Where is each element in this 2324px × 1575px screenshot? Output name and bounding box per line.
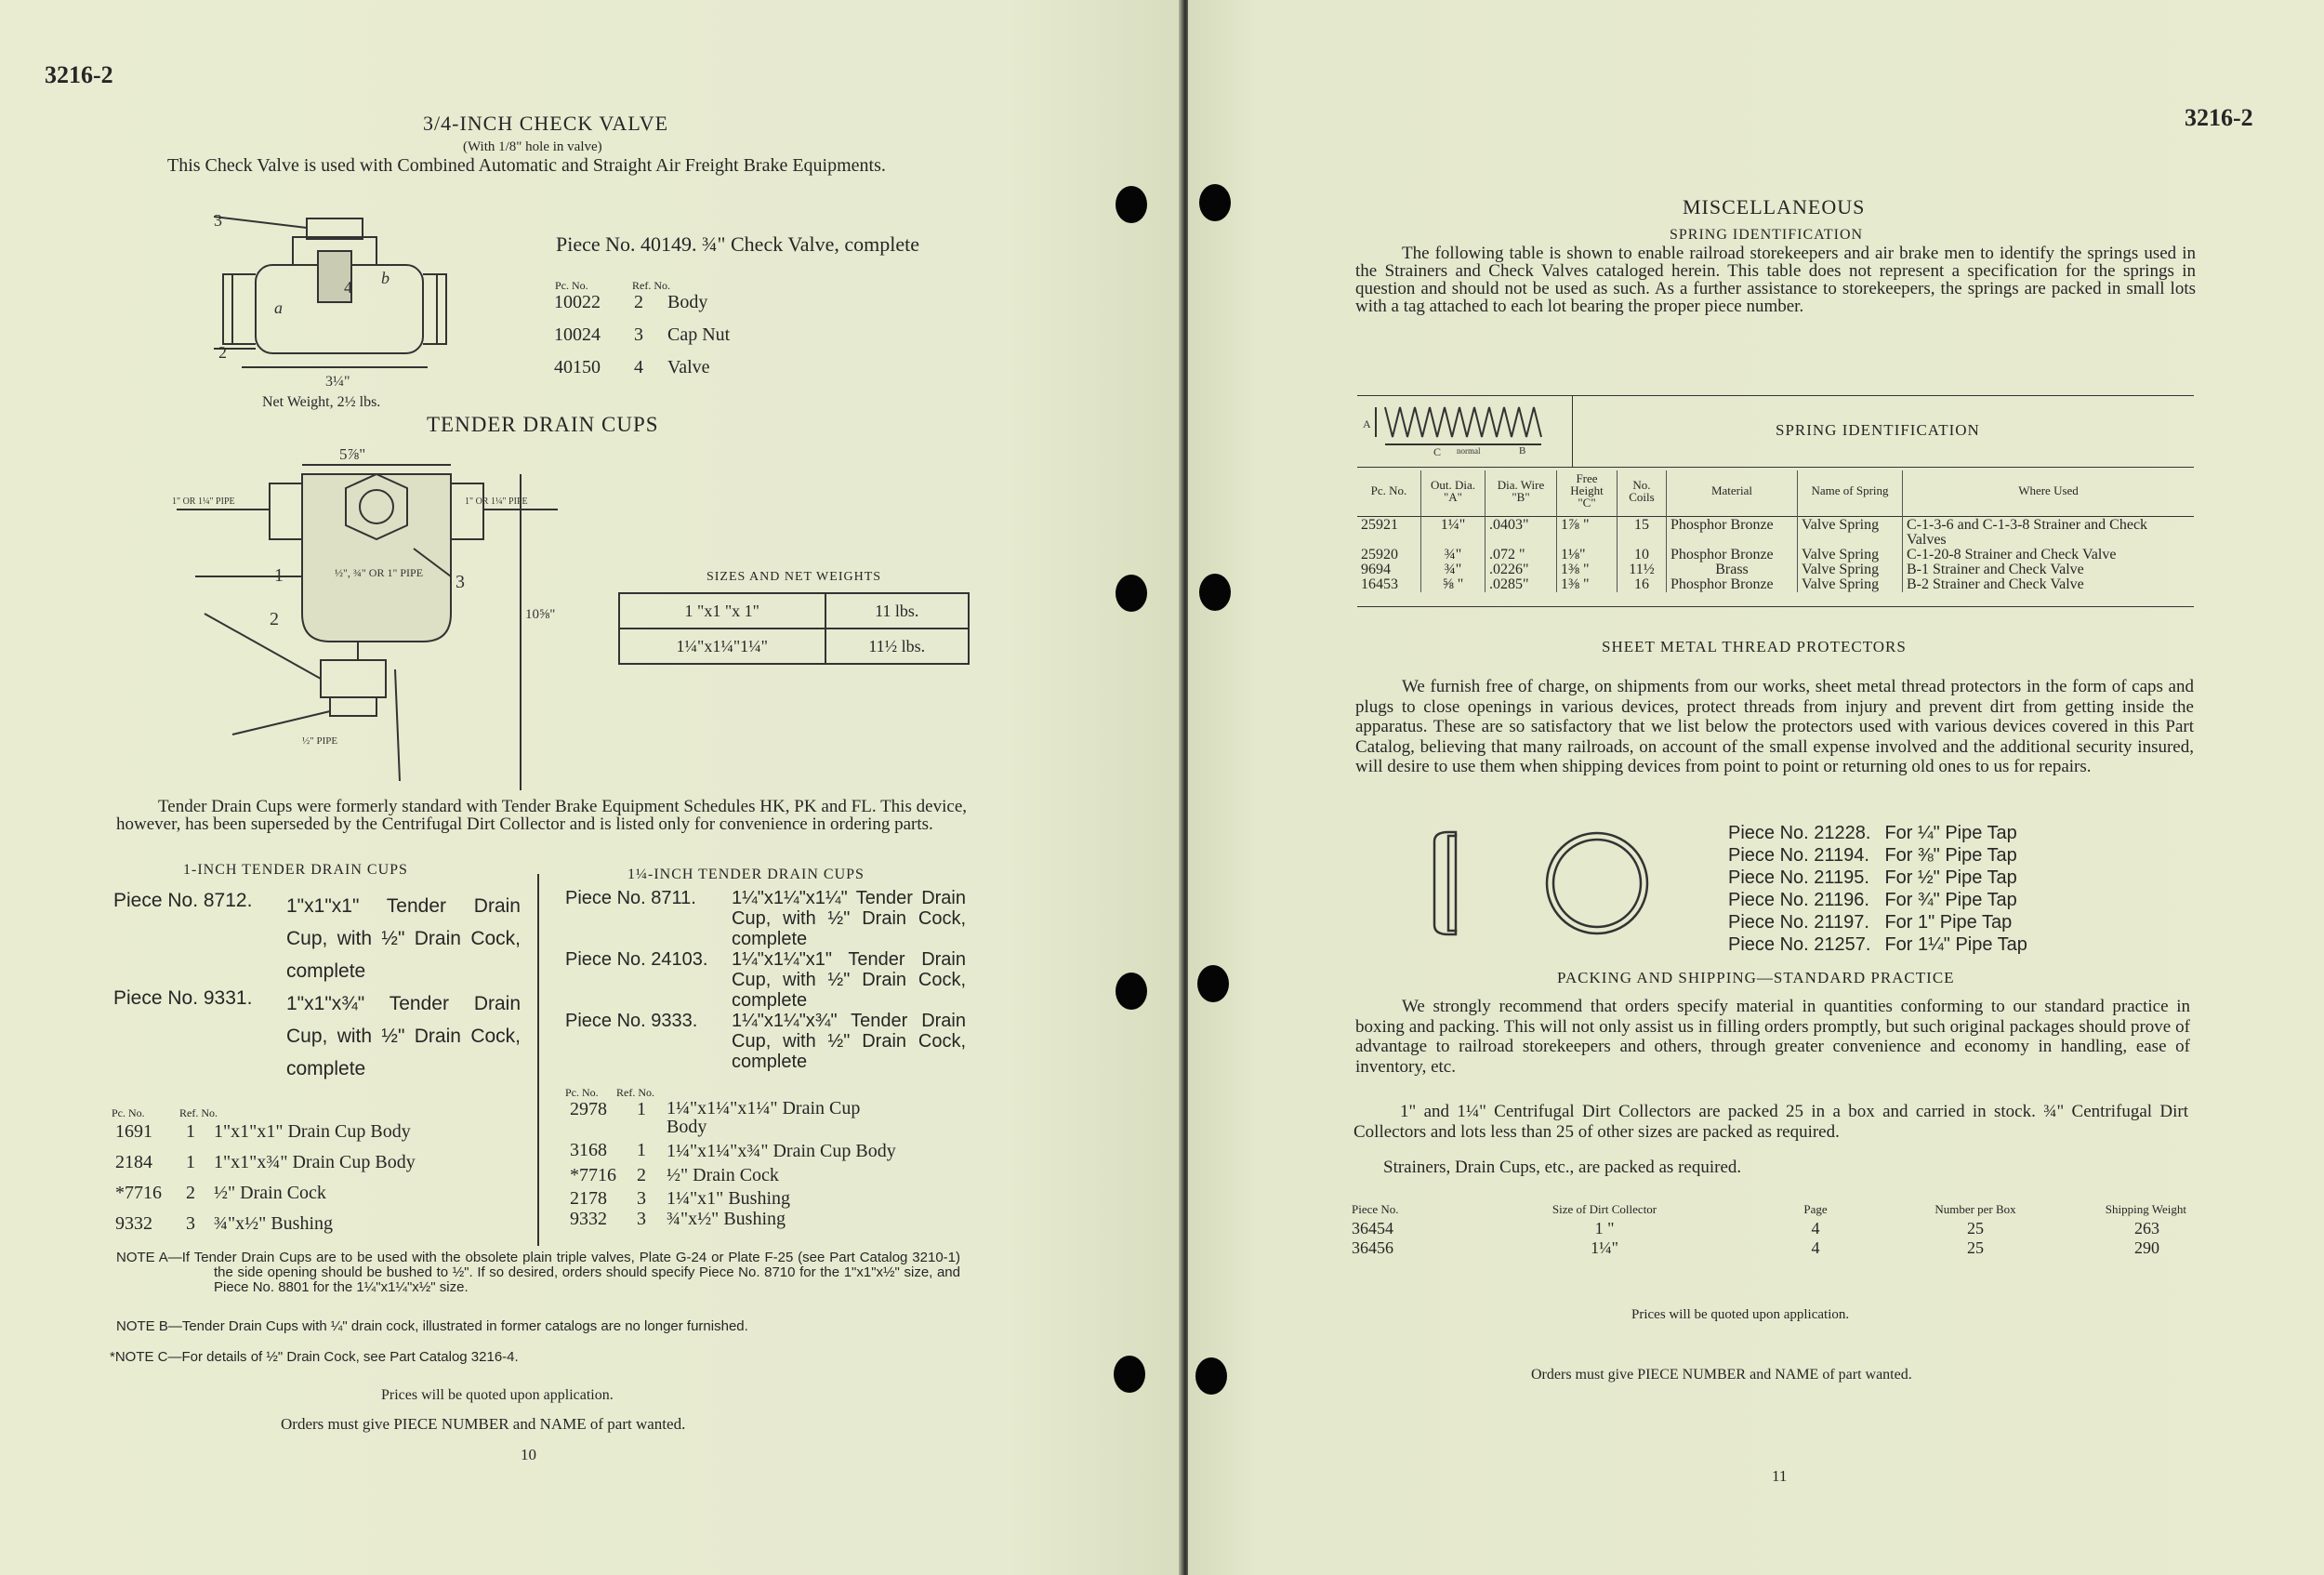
svg-text:½" PIPE: ½" PIPE bbox=[302, 735, 338, 747]
orders-note: Orders must give PIECE NUMBER and NAME of part wanted. bbox=[1531, 1367, 1912, 1383]
piece-8712-desc: 1"x1"x1" Tender Drain Cup, with ½" Drain Cock, complete bbox=[286, 895, 521, 982]
table-row: 10024 3 Cap Nut bbox=[554, 324, 731, 345]
spring-table-title: SPRING IDENTIFICATION bbox=[1776, 421, 1980, 439]
table-rule bbox=[1572, 395, 1573, 468]
packing-heading: PACKING AND SHIPPING—STANDARD PRACTICE bbox=[1557, 969, 1955, 986]
svg-text:2: 2 bbox=[218, 343, 227, 362]
table-row: 3168 1 1¼"x1¼"x¾" Drain Cup Body bbox=[570, 1140, 896, 1161]
protectors-table bbox=[1727, 822, 2028, 956]
one-inch-title: 1-INCH TENDER DRAIN CUPS bbox=[183, 862, 408, 878]
svg-text:1" OR 1¼" PIPE: 1" OR 1¼" PIPE bbox=[172, 496, 235, 507]
binder-hole bbox=[1199, 574, 1231, 611]
table-row: 16453 ⅝ " .0285" 1⅜ " 16 Phosphor Bronze Valve Spring B-2 Strainer and Check Valve bbox=[1357, 577, 2194, 592]
table-header-row: Piece No. Size of Dirt Collector Page Number per Box Shipping Weight bbox=[1352, 1202, 2186, 1216]
collectors-text: 1" and 1¼" Centrifugal Dirt Collectors are packed 25 in a box and carried in stock. ¾" Centrifugal Dirt Collectors and lots less than 25 of other sizes are packed as required. bbox=[1353, 1102, 2188, 1142]
thread-protector-diagram bbox=[1430, 823, 1653, 944]
table-row: 9332 3 ¾"x½" Bushing bbox=[115, 1213, 334, 1234]
piece-24103: Piece No. 24103. bbox=[565, 949, 708, 970]
table-row: 1691 1 1"x1"x1" Drain Cup Body bbox=[115, 1121, 411, 1142]
table-row: Piece No. 21195. For ½" Pipe Tap bbox=[1728, 867, 2017, 888]
orders-note: Orders must give PIECE NUMBER and NAME of part wanted. bbox=[281, 1415, 686, 1433]
piece-9333-desc: 1¼"x1¼"x¾" Tender Drain Cup, with ½" Drain Cock, complete bbox=[732, 1011, 966, 1072]
column-divider bbox=[537, 874, 539, 1246]
table-rule bbox=[1357, 467, 2194, 468]
table-header-row: Pc. No. Out. Dia. "A" Dia. Wire "B" Free Height "C" No. Coils Material Name of Spring Where Used bbox=[1357, 470, 2194, 510]
table-row: 2978 1 1¼"x1¼"x1¼" Drain Cup Body bbox=[570, 1098, 861, 1137]
drain-cups-description: Tender Drain Cups were formerly standard with Tender Brake Equipment Schedules HK, PK and FL. This device, however, has been superseded by the Centrifugal Dirt Collector and is listed only for convenience in ordering parts. bbox=[116, 797, 967, 834]
table-row: 9332 3 ¾"x½" Bushing bbox=[570, 1209, 786, 1229]
col-pc-no: Pc. No. bbox=[112, 1106, 145, 1119]
drain-cup-diagram bbox=[167, 446, 586, 800]
svg-text:1: 1 bbox=[274, 565, 284, 586]
binder-hole bbox=[1116, 973, 1147, 1010]
table-row: 2184 1 1"x1"x¾" Drain Cup Body bbox=[115, 1152, 416, 1172]
col-pc-no: Pc. No. bbox=[555, 279, 588, 292]
drain-cups-title: TENDER DRAIN CUPS bbox=[427, 413, 659, 436]
svg-text:½", ¾" OR 1" PIPE: ½", ¾" OR 1" PIPE bbox=[335, 566, 424, 579]
prices-note: Prices will be quoted upon application. bbox=[381, 1387, 614, 1403]
svg-text:B: B bbox=[1519, 445, 1526, 457]
table-rule bbox=[1357, 606, 2194, 607]
misc-title: MISCELLANEOUS bbox=[1683, 195, 1866, 218]
svg-text:3: 3 bbox=[214, 211, 222, 230]
binder-hole bbox=[1114, 1356, 1145, 1393]
check-valve-diagram bbox=[214, 209, 474, 395]
catalog-number: 3216-2 bbox=[45, 61, 113, 88]
col-ref-no: Ref. No. bbox=[616, 1086, 654, 1099]
check-valve-subtitle: (With 1/8" hole in valve) bbox=[463, 139, 602, 154]
one-quarter-inch-parts-table bbox=[564, 1097, 905, 1229]
svg-text:4: 4 bbox=[344, 278, 352, 297]
table-row: 25921 1¼" .0403" 1⅞ " 15 Phosphor Bronze Valve Spring C-1-3-6 and C-1-3-8 Strainer and Check Valves bbox=[1357, 518, 2194, 548]
table-row: 25920 ¾" .072 " 1⅛" 10 Phosphor Bronze Valve Spring C-1-20-8 Strainer and Check Valve bbox=[1357, 548, 2194, 562]
sizes-weights-table bbox=[618, 569, 970, 665]
check-valve-description: This Check Valve is used with Combined Automatic and Straight Air Freight Brake Equipments. bbox=[167, 155, 886, 176]
table-row: *7716 2 ½" Drain Cock bbox=[570, 1165, 779, 1185]
binder-hole bbox=[1197, 965, 1229, 1002]
table-row: Piece No. 21257. For 1¼" Pipe Tap bbox=[1728, 934, 2027, 955]
spring-diagram bbox=[1359, 400, 1568, 463]
table-row: 9694 ¾" .0226" 1⅜ " 11½ Brass Valve Spring B-1 Strainer and Check Valve bbox=[1357, 562, 2194, 577]
svg-text:3¼": 3¼" bbox=[325, 374, 350, 390]
table-row: 40150 4 Valve bbox=[554, 357, 710, 377]
packing-text: We strongly recommend that orders specify material in quantities conforming to our standard practice in boxing and packing. This will not only assist us in filling orders promptly, but such original packages should prove of advantage to railroad storekeepers and others, through greater convenience and economy in handling, ease of inventory, etc. bbox=[1355, 997, 2190, 1077]
table-row: Piece No. 21194. For ⅜" Pipe Tap bbox=[1728, 845, 2017, 866]
spring-table bbox=[1357, 470, 2194, 592]
check-valve-title: 3/4-INCH CHECK VALVE bbox=[423, 112, 669, 135]
prices-note: Prices will be quoted upon application. bbox=[1631, 1307, 1850, 1322]
binder-hole bbox=[1195, 1357, 1227, 1395]
piece-24103-desc: 1¼"x1¼"x1" Tender Drain Cup, with ½" Drain Cock, complete bbox=[732, 949, 966, 1011]
spring-text: The following table is shown to enable railroad storekeepers and air brake men to identify the springs used in the Strainers and Check Valves cataloged herein. This table does not represent a specification for the springs in question and should not be used as such. As a further assistance to storekeepers, the springs are packed in small lots with a tag attached to each lot bearing the proper piece number. bbox=[1355, 244, 2196, 316]
one-quarter-inch-title: 1¼-INCH TENDER DRAIN CUPS bbox=[627, 867, 865, 882]
table-row: 2178 3 1¼"x1" Bushing bbox=[570, 1188, 791, 1209]
table-row: 36456 1¼" 4 25 290 bbox=[1352, 1238, 2159, 1257]
note-b: NOTE B—Tender Drain Cups with ¼" drain cock, illustrated in former catalogs are no longer furnished. bbox=[116, 1318, 748, 1334]
col-ref-no: Ref. No. bbox=[179, 1106, 218, 1119]
svg-text:1" OR 1¼" PIPE: 1" OR 1¼" PIPE bbox=[465, 496, 528, 507]
piece-8712: Piece No. 8712. bbox=[113, 890, 253, 911]
table-rule bbox=[1357, 395, 2194, 396]
piece-8711-desc: 1¼"x1¼"x1¼" Tender Drain Cup, with ½" Drain Cock, complete bbox=[732, 888, 966, 949]
check-valve-net-weight: Net Weight, 2½ lbs. bbox=[262, 394, 381, 410]
table-row: Piece No. 21196. For ¾" Pipe Tap bbox=[1728, 890, 2017, 910]
binder-hole bbox=[1116, 186, 1147, 223]
strainers-text: Strainers, Drain Cups, etc., are packed as required. bbox=[1383, 1158, 1742, 1177]
piece-9331-desc: 1"x1"x¾" Tender Drain Cup, with ½" Drain Cock, complete bbox=[286, 993, 521, 1079]
catalog-number: 3216-2 bbox=[2185, 104, 2253, 131]
dirt-collector-table bbox=[1351, 1199, 2187, 1258]
table-row: *7716 2 ½" Drain Cock bbox=[115, 1183, 326, 1203]
page-number: 10 bbox=[521, 1446, 536, 1463]
one-inch-parts-table bbox=[110, 1119, 421, 1237]
table-row: 36454 1 " 4 25 263 bbox=[1352, 1219, 2159, 1238]
spring-heading: SPRING IDENTIFICATION bbox=[1670, 227, 1864, 243]
table-row: Piece No. 21197. For 1" Pipe Tap bbox=[1728, 912, 2013, 933]
note-c: *NOTE C—For details of ½" Drain Cock, see Part Catalog 3216-4. bbox=[110, 1349, 519, 1365]
col-pc-no: Pc. No. bbox=[565, 1086, 599, 1099]
protectors-heading: SHEET METAL THREAD PROTECTORS bbox=[1602, 638, 1907, 655]
table-row: 1¼"x1¼"1¼" 11½ lbs. bbox=[619, 629, 969, 664]
binder-hole bbox=[1116, 575, 1147, 612]
svg-text:10⅝": 10⅝" bbox=[525, 607, 556, 622]
protectors-text: We furnish free of charge, on shipments from our works, sheet metal thread protectors in the form of caps and plugs to close openings in various devices, protect threads from injury and prevent dirt from getting inside the apparatus. These are so satisfactory that we list below the protectors used with various devices covered in this Part Catalog, believing that many railroads, on account of the small expense involved and the additional security insured, will desire to use them when shipping devices from point to point or returning old ones to us for repairs. bbox=[1355, 677, 2194, 776]
note-a: NOTE A—If Tender Drain Cups are to be used with the obsolete plain triple valves, Plate G-24 or Plate F-25 (see Part Catalog 3210-1) the side opening should be bushed to ½". If so desired, orders should specify Piece No. 8710 for the 1"x1"x½" size, and Piece No. 8801 for the 1¼"x1¼"x½" size. bbox=[116, 1250, 960, 1295]
piece-9331: Piece No. 9331. bbox=[113, 987, 253, 1009]
col-ref-no: Ref. No. bbox=[632, 279, 670, 292]
svg-text:b: b bbox=[381, 269, 390, 287]
check-valve-piece-line: Piece No. 40149. ¾" Check Valve, complete bbox=[556, 232, 920, 256]
svg-text:2: 2 bbox=[270, 609, 279, 629]
svg-text:C: C bbox=[1433, 445, 1442, 458]
piece-8711: Piece No. 8711. bbox=[565, 888, 696, 908]
table-row: 1 "x1 "x 1" 11 lbs. bbox=[619, 593, 969, 629]
table-row: Piece No. 21228. For ¼" Pipe Tap bbox=[1728, 823, 2017, 843]
right-page bbox=[1188, 0, 2324, 1575]
svg-text:5⅞": 5⅞" bbox=[339, 446, 366, 463]
svg-text:A: A bbox=[1363, 417, 1371, 430]
page-number: 11 bbox=[1772, 1467, 1788, 1485]
sizes-title: SIZES AND NET WEIGHTS bbox=[706, 570, 882, 584]
table-row: 10022 2 Body bbox=[554, 292, 708, 312]
check-valve-parts-table bbox=[548, 290, 735, 380]
svg-text:normal: normal bbox=[1457, 446, 1481, 456]
piece-9333: Piece No. 9333. bbox=[565, 1011, 698, 1031]
binder-hole bbox=[1199, 184, 1231, 221]
svg-text:a: a bbox=[274, 298, 283, 317]
svg-text:3: 3 bbox=[456, 572, 465, 592]
